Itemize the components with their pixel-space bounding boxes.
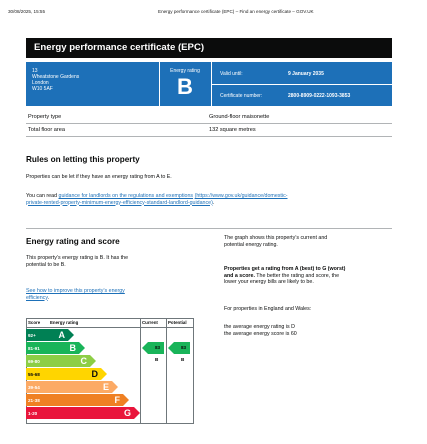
guidance-prefix: You can read <box>26 193 59 199</box>
rating-scale-bold-cont: and a score. <box>224 272 255 279</box>
print-page-title: Energy performance certificate (EPC) – Find an energy certificate – GOV.UK <box>158 9 314 14</box>
rating-heading: Energy rating and score <box>26 237 120 246</box>
divider <box>211 84 392 85</box>
current-rating-arrow <box>148 342 164 362</box>
band-row-f <box>26 394 194 407</box>
print-date: 30/08/2025, 15:55 <box>8 9 46 14</box>
certificate-summary-panel <box>26 62 392 106</box>
property-details-table <box>26 111 392 137</box>
potential-rating-arrow-label: 83 B <box>181 345 187 362</box>
improve-link-suffix: . <box>47 294 50 301</box>
band-arrow-tip <box>134 407 140 419</box>
rating-scale-explanation <box>224 266 392 286</box>
rating-scale-text: The better the rating and score, the <box>254 272 340 279</box>
header-divider <box>26 327 194 328</box>
energy-rating-chart <box>26 318 194 424</box>
letting-guidance-paragraph <box>26 193 392 206</box>
explanation-line: potential energy rating. <box>224 241 278 248</box>
band-letter: C <box>80 356 87 366</box>
letting-paragraph: Properties can be let if they have an energy rating from A to E. <box>26 174 172 180</box>
improve-link-paragraph <box>26 288 125 301</box>
valid-until-label: Valid until: <box>220 71 243 77</box>
band-bar-f <box>48 394 123 406</box>
table-row <box>26 111 392 124</box>
average-rating-line: the average energy rating is D <box>224 324 295 330</box>
band-score-range: 55-68 <box>26 368 48 380</box>
guidance-url-link[interactable]: (https://www.gov.uk/guidance/domestic- <box>194 193 288 199</box>
guidance-suffix: . <box>212 199 215 206</box>
property-type-value: Ground-floor maisonette <box>209 114 270 120</box>
band-arrow-tip <box>79 342 85 354</box>
property-type-key: Property type <box>28 114 62 120</box>
band-row-c <box>26 355 194 368</box>
band-bar-c <box>48 355 90 367</box>
england-wales-note: For properties in England and Wales: <box>224 306 312 312</box>
band-score-range: 1-20 <box>26 407 48 419</box>
improve-efficiency-link[interactable]: See how to improve this property’s energy <box>26 288 125 294</box>
band-arrow-tip <box>68 329 74 341</box>
band-letter: A <box>58 330 65 340</box>
current-header: Current <box>142 320 158 325</box>
rating-scale-bold: Properties get a rating from A (best) to G (worst) <box>224 266 346 272</box>
band-letter: E <box>102 382 109 392</box>
improve-efficiency-link-cont[interactable]: efficiency <box>26 294 48 301</box>
address-line: London <box>32 80 49 86</box>
current-rating-arrow-tip <box>142 342 148 354</box>
band-score-range: 21-38 <box>26 394 48 406</box>
rating-line: potential to be B. <box>26 261 66 268</box>
band-bar-b <box>48 342 79 354</box>
page-title: Energy performance certificate (EPC) <box>26 38 392 58</box>
floor-area-value: 132 square metres <box>209 127 256 133</box>
table-row <box>26 124 392 137</box>
band-row-g <box>26 407 194 420</box>
certificate-number-value: 2800-8909-0222-1093-3853 <box>288 93 351 99</box>
current-rating-arrow-label: 83 B <box>155 345 161 362</box>
band-score-range: 39-54 <box>26 381 48 393</box>
address-line: 13 <box>32 68 38 74</box>
band-bar-d <box>48 368 101 380</box>
rating-scale-text-cont: lower your energy bills are likely to be. <box>224 279 314 286</box>
property-address <box>32 68 79 92</box>
divider <box>159 62 160 106</box>
explanation-line: The graph shows this property’s current and <box>224 235 328 241</box>
potential-rating-arrow <box>174 342 190 362</box>
energy-rating-letter: B <box>177 74 193 99</box>
potential-rating-arrow-tip <box>168 342 174 354</box>
band-score-range: 92+ <box>26 329 48 341</box>
band-score-range: 69-80 <box>26 355 48 367</box>
band-arrow-tip <box>90 355 96 367</box>
average-ratings <box>224 324 392 337</box>
rating-header: Energy rating <box>50 320 79 325</box>
letting-heading: Rules on letting this property <box>26 155 140 164</box>
address-line: Wheatstone Gardens <box>32 74 80 80</box>
band-bar-a <box>48 329 68 341</box>
band-bar-e <box>48 381 112 393</box>
band-arrow-tip <box>123 394 129 406</box>
score-header: Score <box>28 320 41 325</box>
band-row-e <box>26 381 194 394</box>
guidance-url-link-cont[interactable]: private-rented-property-minimum-energy-efficiency-standard-landlord-guidance) <box>26 199 213 206</box>
floor-area-key: Total floor area <box>28 127 66 133</box>
graph-explanation <box>224 235 392 248</box>
potential-header: Potential <box>168 320 187 325</box>
address-line: W10 5AF <box>32 86 53 92</box>
band-letter: F <box>114 395 120 405</box>
band-letter: B <box>69 343 76 353</box>
band-arrow-tip <box>112 381 118 393</box>
band-arrow-tip <box>101 368 107 380</box>
section-divider <box>26 228 392 229</box>
certificate-number-label: Certificate number: <box>220 93 263 99</box>
landlord-guidance-link[interactable]: guidance for landlords on the regulations and exemptions <box>58 193 194 199</box>
band-row-d <box>26 368 194 381</box>
valid-until-value: 9 January 2035 <box>288 71 324 77</box>
rating-paragraph <box>26 255 128 268</box>
band-score-range: 81-91 <box>26 342 48 354</box>
band-row-a <box>26 329 194 342</box>
average-score-line: the average energy score is 60 <box>224 330 297 337</box>
band-bar-g <box>48 407 134 419</box>
band-letter: D <box>91 369 98 379</box>
energy-rating-label: Energy rating <box>170 68 200 74</box>
rating-line: This property’s energy rating is B. It has the <box>26 255 129 261</box>
band-letter: G <box>123 408 131 418</box>
